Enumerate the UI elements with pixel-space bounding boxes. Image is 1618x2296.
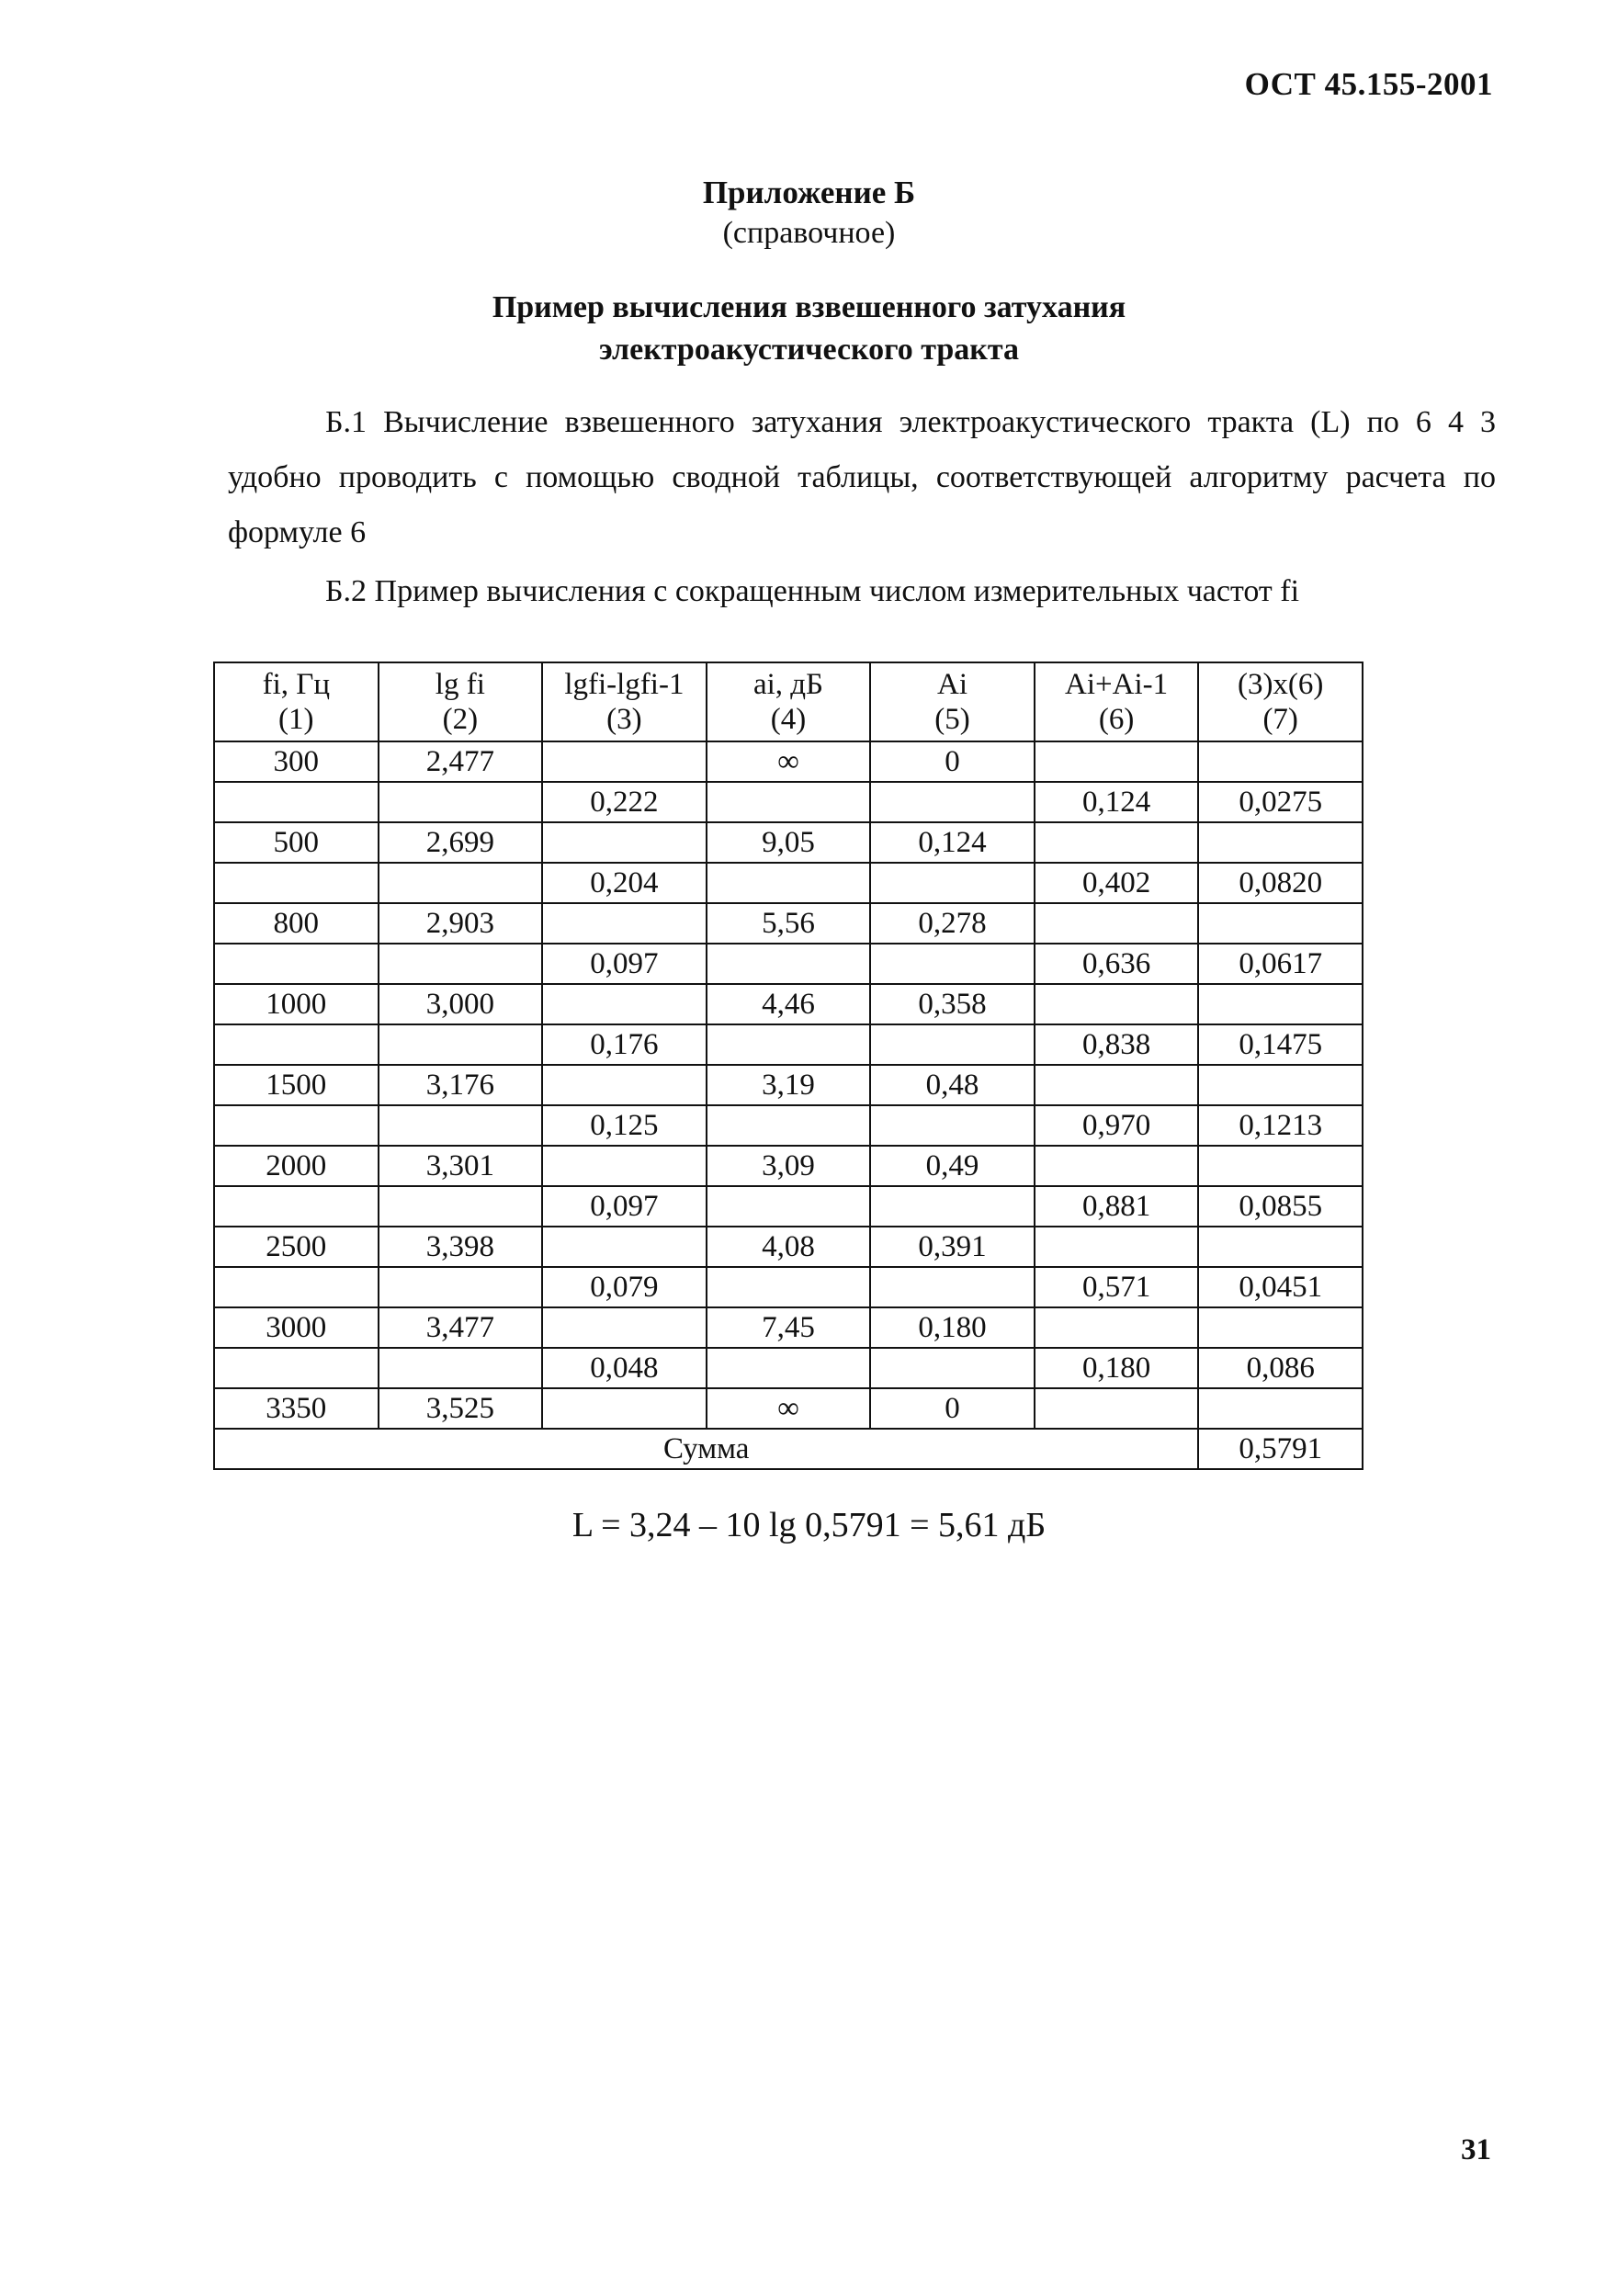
table-cell (379, 1024, 543, 1065)
table-cell: 0,176 (542, 1024, 707, 1065)
table-cell (707, 1024, 871, 1065)
table-row (214, 1024, 1363, 1065)
appendix-subtitle: (справочное) (722, 216, 896, 250)
table-cell: 0,097 (542, 1186, 707, 1227)
table-cell: 0,391 (870, 1227, 1035, 1267)
table-cell (1198, 903, 1363, 944)
table-cell (707, 1348, 871, 1388)
column-header-label: ai, дБ (752, 668, 823, 701)
table-cell (542, 1146, 707, 1186)
table-row (214, 863, 1363, 903)
table-cell (1198, 1388, 1363, 1429)
table-cell (214, 1105, 379, 1146)
column-header-number: (3) (606, 703, 642, 736)
table-row (214, 1348, 1363, 1388)
table-row (214, 903, 1363, 944)
table-row (214, 1307, 1363, 1348)
column-header-label: Ai+Ai-1 (1065, 668, 1169, 701)
table-cell (707, 782, 871, 822)
table-cell (870, 1267, 1035, 1307)
column-header (379, 662, 543, 741)
table-cell: 3350 (214, 1388, 379, 1429)
table-cell (707, 944, 871, 984)
table-cell (542, 903, 707, 944)
table-cell (1035, 1307, 1199, 1348)
table-cell: 0 (870, 1388, 1035, 1429)
table-cell: 0,49 (870, 1146, 1035, 1186)
table-row (214, 1065, 1363, 1105)
example-title (0, 287, 1618, 371)
table-cell: 0 (870, 741, 1035, 782)
table-cell: 3,301 (379, 1146, 543, 1186)
table-cell: 3,477 (379, 1307, 543, 1348)
table-cell: 3,000 (379, 984, 543, 1024)
table-cell: 2500 (214, 1227, 379, 1267)
table-cell: 0,881 (1035, 1186, 1199, 1227)
table-cell: 3,09 (707, 1146, 871, 1186)
table-cell: 0,571 (1035, 1267, 1199, 1307)
table-cell (1035, 984, 1199, 1024)
table-cell (707, 1267, 871, 1307)
table-cell: 500 (214, 822, 379, 863)
table-row (214, 984, 1363, 1024)
table-row (214, 1227, 1363, 1267)
table-cell: 300 (214, 741, 379, 782)
table-cell (214, 1186, 379, 1227)
column-header-number: (1) (278, 703, 314, 736)
table-cell: 3,398 (379, 1227, 543, 1267)
table-cell (542, 1065, 707, 1105)
table-cell: 0,358 (870, 984, 1035, 1024)
table-cell: 0,222 (542, 782, 707, 822)
table-cell (379, 1348, 543, 1388)
table-cell (870, 944, 1035, 984)
table-cell (1198, 1065, 1363, 1105)
table-cell (870, 1186, 1035, 1227)
table-cell (214, 1267, 379, 1307)
example-title-line2: электроакустического тракта (598, 333, 1020, 367)
table-cell: 3000 (214, 1307, 379, 1348)
table-cell: 0,1475 (1198, 1024, 1363, 1065)
table-row (214, 1146, 1363, 1186)
table-cell: 0,0855 (1198, 1186, 1363, 1227)
table-cell: 9,05 (707, 822, 871, 863)
table-cell (214, 944, 379, 984)
table-cell (1035, 1146, 1199, 1186)
table-cell: 0,079 (542, 1267, 707, 1307)
column-header-label: lgfi-lgfi-1 (564, 668, 685, 701)
table-cell: 0,278 (870, 903, 1035, 944)
document-code: ОСТ 45.155-2001 (1244, 66, 1493, 102)
table-cell: 0,0451 (1198, 1267, 1363, 1307)
table-cell (1035, 903, 1199, 944)
table-cell: 3,19 (707, 1065, 871, 1105)
table-cell (870, 782, 1035, 822)
table-cell: 4,08 (707, 1227, 871, 1267)
table-cell (707, 1105, 871, 1146)
table-cell: 0,180 (1035, 1348, 1199, 1388)
table-cell: 0,0275 (1198, 782, 1363, 822)
table-cell (870, 863, 1035, 903)
table-cell (379, 1105, 543, 1146)
table-cell: 7,45 (707, 1307, 871, 1348)
table-cell (1198, 984, 1363, 1024)
table-cell: 3,525 (379, 1388, 543, 1429)
sum-value: 0,5791 (1198, 1429, 1363, 1469)
table-cell: 0,402 (1035, 863, 1199, 903)
column-header-number: (5) (934, 703, 970, 736)
table-cell: 3,176 (379, 1065, 543, 1105)
table-cell: 1500 (214, 1065, 379, 1105)
table-cell (1035, 1065, 1199, 1105)
table-cell: 0,097 (542, 944, 707, 984)
column-header (1035, 662, 1199, 741)
table-cell (1198, 1307, 1363, 1348)
column-header-label: Ai (937, 668, 968, 701)
table-cell: 800 (214, 903, 379, 944)
page-number: 31 (1461, 2133, 1491, 2166)
table-cell: 0,125 (542, 1105, 707, 1146)
column-header-number: (4) (770, 703, 807, 736)
example-title-line1: Пример вычисления взвешенного затухания (492, 290, 1126, 324)
table-cell: ∞ (707, 741, 871, 782)
table-cell: 0,0820 (1198, 863, 1363, 903)
column-header (870, 662, 1035, 741)
table-row (214, 782, 1363, 822)
table-cell: 2000 (214, 1146, 379, 1186)
table-cell (707, 863, 871, 903)
table-cell: 0,204 (542, 863, 707, 903)
table-cell: 0,180 (870, 1307, 1035, 1348)
result-formula: L = 3,24 – 10 lg 0,5791 = 5,61 дБ (571, 1506, 1047, 1544)
table-cell: 2,477 (379, 741, 543, 782)
table-cell: 2,903 (379, 903, 543, 944)
table-cell (870, 1348, 1035, 1388)
table-row (214, 1267, 1363, 1307)
table-row (214, 822, 1363, 863)
column-header (707, 662, 871, 741)
table-cell (214, 782, 379, 822)
column-header (214, 662, 379, 741)
column-header (542, 662, 707, 741)
table-cell (1035, 822, 1199, 863)
appendix-title: Приложение Б (702, 175, 916, 210)
table-row (214, 741, 1363, 782)
table-body (214, 741, 1363, 1429)
calculation-table (213, 662, 1363, 1470)
table-cell (379, 944, 543, 984)
table-row (214, 944, 1363, 984)
table-cell (1198, 741, 1363, 782)
table-cell (542, 1388, 707, 1429)
table-row (214, 1388, 1363, 1429)
table-cell: 1000 (214, 984, 379, 1024)
table-cell (542, 741, 707, 782)
table-cell: 0,124 (870, 822, 1035, 863)
column-header-label: fi, Гц (262, 668, 330, 701)
table-cell: 0,970 (1035, 1105, 1199, 1146)
table-cell (870, 1024, 1035, 1065)
table-cell (379, 1186, 543, 1227)
table-row (214, 1105, 1363, 1146)
column-header-label: lg fi (435, 668, 485, 701)
table-cell (379, 863, 543, 903)
table-cell: 0,48 (870, 1065, 1035, 1105)
sum-row (214, 1429, 1363, 1469)
sum-label: Сумма (214, 1429, 1198, 1469)
table-cell: 0,0617 (1198, 944, 1363, 984)
table-cell: 4,46 (707, 984, 871, 1024)
table-cell: ∞ (707, 1388, 871, 1429)
table-cell: 0,1213 (1198, 1105, 1363, 1146)
table-cell (707, 1186, 871, 1227)
column-header-number: (7) (1262, 703, 1298, 736)
paragraph-b1 (228, 395, 1496, 560)
table-row (214, 1186, 1363, 1227)
table-cell (1198, 822, 1363, 863)
table-cell: 0,086 (1198, 1348, 1363, 1388)
table-cell (542, 1307, 707, 1348)
table-cell: 0,636 (1035, 944, 1199, 984)
table-cell: 5,56 (707, 903, 871, 944)
table-cell (214, 1024, 379, 1065)
paragraph-b2: Б.2 Пример вычисления с сокращенным числом измерительных частот fi (325, 574, 1300, 608)
table-cell: 0,124 (1035, 782, 1199, 822)
column-header-number: (6) (1098, 703, 1135, 736)
table-cell: 0,048 (542, 1348, 707, 1388)
table-cell (214, 1348, 379, 1388)
table-header-row (214, 662, 1363, 741)
table-cell (1035, 1227, 1199, 1267)
table-cell (542, 822, 707, 863)
table-cell (379, 782, 543, 822)
table-cell (214, 863, 379, 903)
table-cell (1198, 1227, 1363, 1267)
table-cell (870, 1105, 1035, 1146)
table-cell: 2,699 (379, 822, 543, 863)
column-header (1198, 662, 1363, 741)
column-header-number: (2) (442, 703, 479, 736)
table-cell (379, 1267, 543, 1307)
paragraph-b1-text: Б.1 Вычисление взвешенного затухания электроакустического тракта (L) по 6 4 3 удобно проводить с помощью сводной таблицы, соответствующей алгоритму расчета по формуле 6 (228, 405, 1496, 549)
column-header-label: (3)x(6) (1237, 668, 1324, 701)
table-cell (542, 984, 707, 1024)
table-cell (1035, 741, 1199, 782)
table-cell: 0,838 (1035, 1024, 1199, 1065)
table-cell (1035, 1388, 1199, 1429)
table-cell (1198, 1146, 1363, 1186)
table-cell (542, 1227, 707, 1267)
